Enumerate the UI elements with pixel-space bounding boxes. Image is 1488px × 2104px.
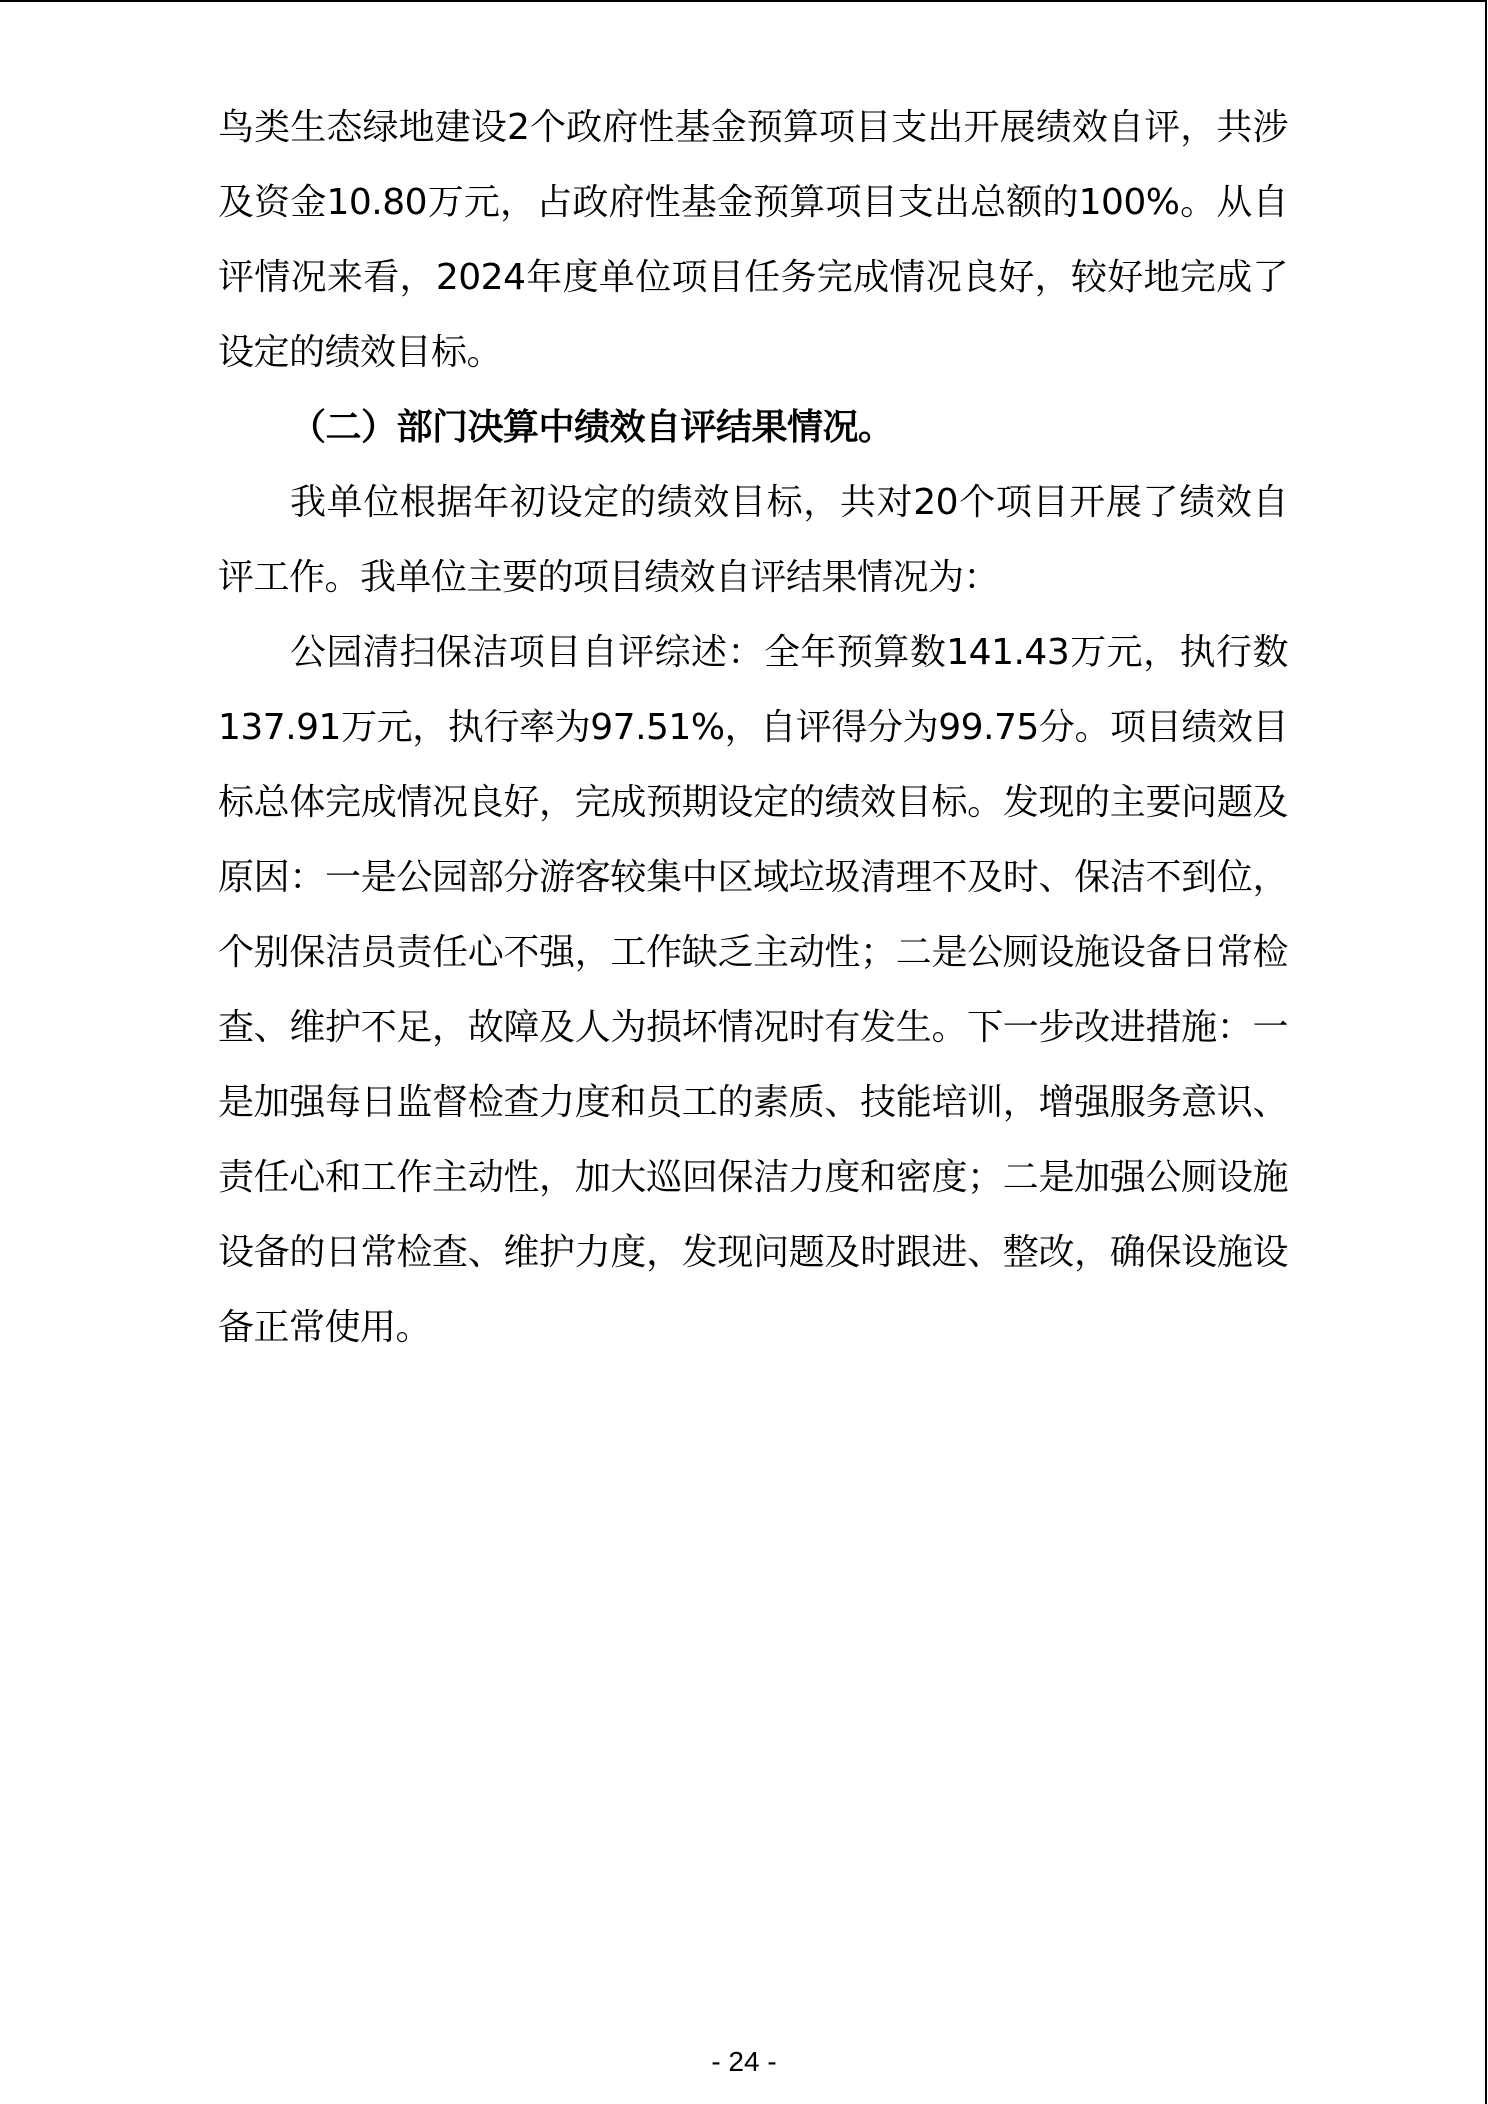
paragraph-self-evaluation-intro: 我单位根据年初设定的绩效目标，共对20个项目开展了绩效自评工作。我单位主要的项目绩效自评结果情况为： <box>218 482 1288 598</box>
page-number: - 24 - <box>711 2046 777 2077</box>
paragraph-park-cleaning-project: 公园清扫保洁项目自评综述：全年预算数141.43万元，执行数137.91万元，执行率为97.51%，自评得分为99.75分。项目绩效目标总体完成情况良好，完成预期设定的绩效目标。发现的主要问题及原因：一是公园部分游客较集中区域垃圾清理不及时、保洁不到位，个别保洁员责任心不强，工作缺乏主动性；二是公厕设施设备日常检查、维护不足，故障及人为损坏情况时有发生。下一步改进措施：一是加强每日监督检查力度和员工的素质、技能培训，增强服务意识、责任心和工作主动性，加大巡回保洁力度和密度；二是加强公厕设施设备的日常检查、维护力度，发现问题及时跟进、整改，确保设施设备正常使用。 <box>218 632 1288 1348</box>
document-body <box>218 90 1288 1365</box>
section-heading: （二）部门决算中绩效自评结果情况。 <box>290 407 894 448</box>
paragraph-continuation: 鸟类生态绿地建设2个政府性基金预算项目支出开展绩效自评，共涉及资金10.80万元，占政府性基金预算项目支出总额的100%。从自评情况来看，2024年度单位项目任务完成情况良好，较好地完成了设定的绩效目标。 <box>218 107 1288 373</box>
